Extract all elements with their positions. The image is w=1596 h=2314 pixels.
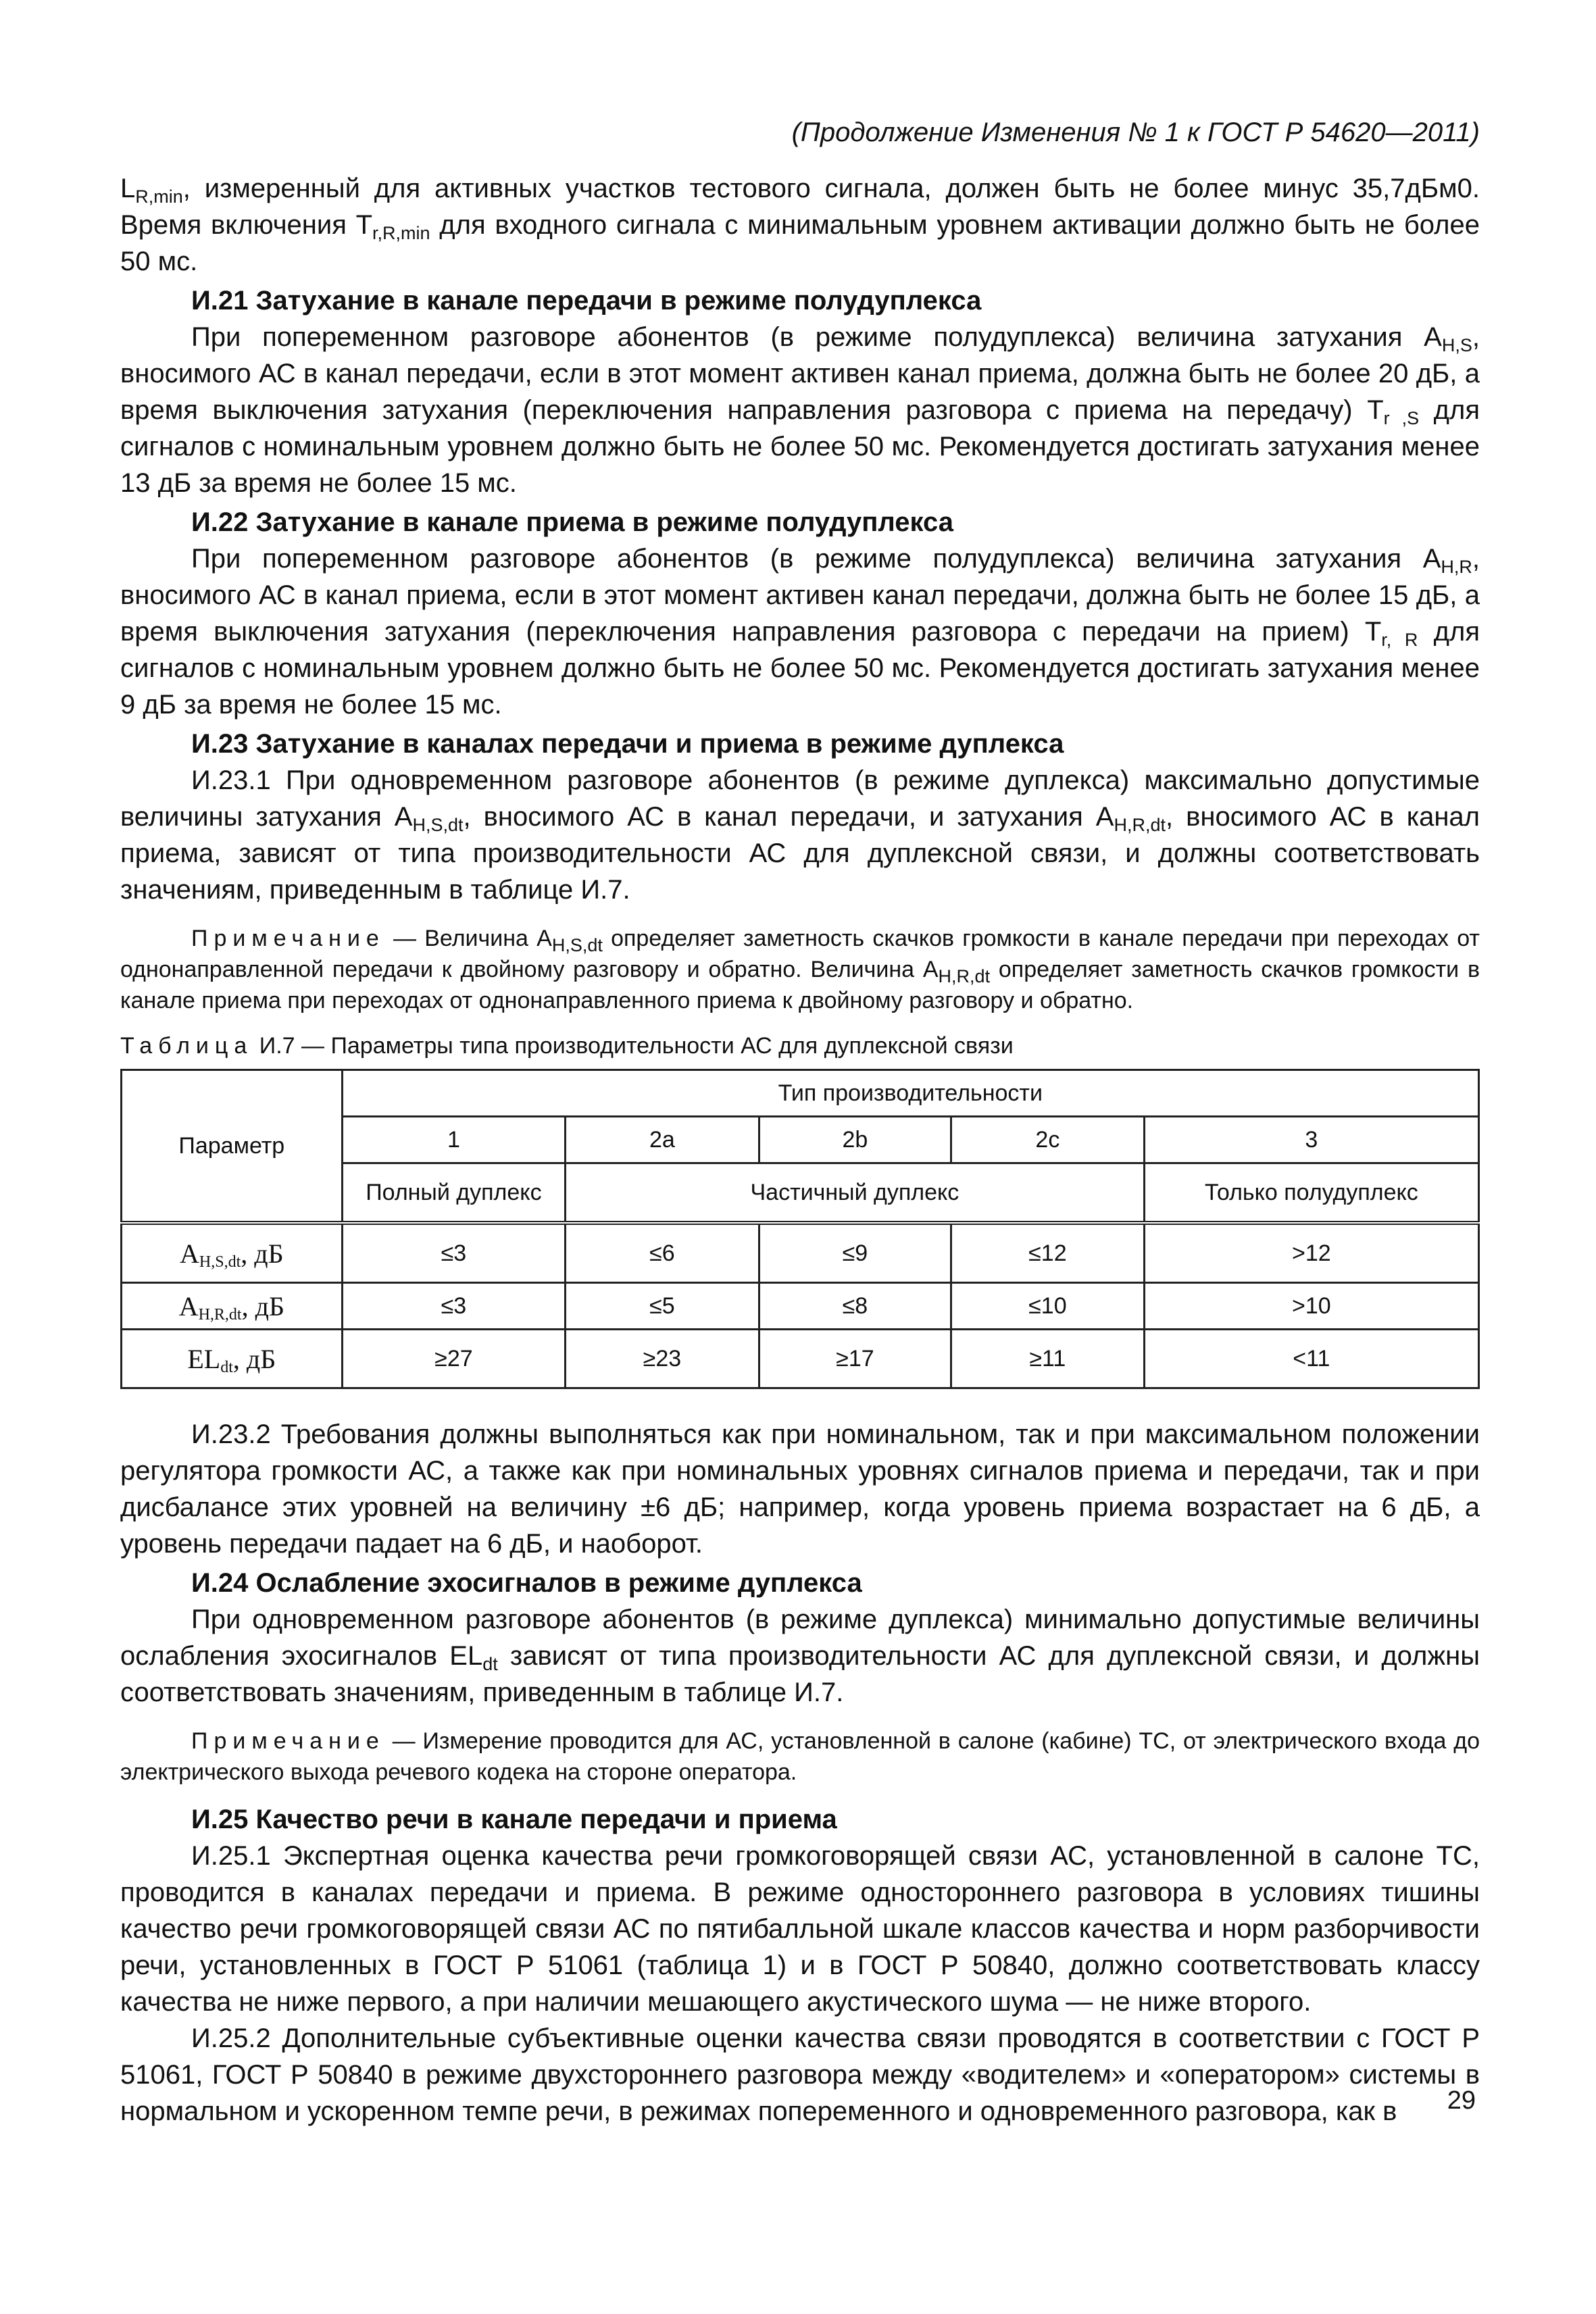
value-cell: <11 (1144, 1330, 1478, 1388)
value-cell: ≤12 (951, 1223, 1144, 1283)
group-cell: Полный дуплекс (342, 1163, 566, 1224)
value-cell: ≤9 (759, 1223, 951, 1283)
value-cell: ≥17 (759, 1330, 951, 1388)
type-cell: 3 (1144, 1117, 1478, 1163)
paragraph-i23-2: И.23.2 Требования должны выполняться как при номинальном, так и при максимальном положении регулятора громкости АС, а также как при номинальных уровнях сигналов приема и передачи, так и при дисбалансе этих уровней на величину ±6 дБ; например, когда уровень приема возрастает на 6 дБ, а уровень передачи падает на 6 дБ, и наоборот. (120, 1419, 1480, 1559)
value-cell: ≥11 (951, 1330, 1144, 1388)
value-cell: ≤3 (342, 1223, 566, 1283)
page-number: 29 (1447, 2086, 1476, 2115)
value-cell: ≤8 (759, 1283, 951, 1330)
group-cell: Частичный дуплекс (566, 1163, 1144, 1224)
note-i23: Примечание — Величина $A_{H,S,dt}$ определяет заметность скачков громкости в канале передачи при переходах от однонаправленной передачи к двойному разговору и обратно. Величина $A_{H,R,dt}$ определяет заметность скачков громкости в канале приема при переходах от однонаправленного приема к двойному разговору и обратно. (120, 926, 1480, 1013)
value-cell: >10 (1144, 1283, 1478, 1330)
table-row (122, 1283, 1479, 1330)
table-caption: Таблица И.7 — Параметры типа производительности АС для дуплексной связи (120, 1033, 1014, 1059)
paragraph-i23-1: И.23.1 При одновременном разговоре абонентов (в режиме дуплекса) максимально допустимые величины затухания $A_{H,S,dt}$, вносимого АС в канал передачи, и затухания $A_{H,R,dt}$, вносимого АС в канал приема, зависят от типа производительности АС для дуплексной связи, и должны соответствовать значениям, приведенным в таблице И.7. (120, 765, 1480, 905)
paragraph-lrmin: $L_{R,min}$, измеренный для активных участков тестового сигнала, должен быть не более минус 35,7дБм0. Время включения $T_{r,R,min}$ для входного сигнала с минимальным уровнем активации должно быть не более 50 мс. (120, 174, 1480, 276)
param-name-cell: $A_{H,S,dt}$, дБ (122, 1223, 343, 1283)
table-header-row (122, 1070, 1479, 1117)
section-heading-i24: И.24 Ослабление эхосигналов в режиме дуплекса (191, 1568, 862, 1598)
paragraph-i22: При попеременном разговоре абонентов (в режиме полудуплекса) величина затухания $A_{H,R}$, вносимого АС в канал приема, если в этот момент активен канал передачи, должна быть не более 15 дБ, а время выключения затухания (переключения направления разговора с передачи на прием) $T_{r, R}$ для сигналов с номинальным уровнем должно быть не более 50 мс. Рекомендуется достигать затухания менее 9 дБ за время не более 15 мс. (120, 544, 1480, 720)
note-i24: Примечание — Измерение проводится для АС, установленной в салоне (кабине) ТС, от электрического входа до электрического выхода речевого кодека на стороне оператора. (120, 1728, 1480, 1785)
param-name-cell: $EL_{dt}$, дБ (122, 1330, 343, 1388)
section-heading-i25: И.25 Качество речи в канале передачи и приема (191, 1805, 837, 1834)
value-cell: ≤6 (566, 1223, 759, 1283)
group-cell: Только полудуплекс (1144, 1163, 1478, 1224)
value-cell: ≤3 (342, 1283, 566, 1330)
type-cell: 2c (951, 1117, 1144, 1163)
paragraph-i25-2: И.25.2 Дополнительные субъективные оценки качества связи проводятся в соответствии с ГОСТ Р 51061, ГОСТ Р 50840 в режиме двухстороннего разговора между «водителем» и «оператором» системы в нормальном и ускоренном темпе речи, в режимах попеременного и одновременного разговора, как в (120, 2023, 1480, 2126)
section-heading-i21: И.21 Затухание в канале передачи в режиме полудуплекса (191, 286, 982, 316)
value-cell: ≥27 (342, 1330, 566, 1388)
value-cell: ≤5 (566, 1283, 759, 1330)
running-header: (Продолжение Изменения № 1 к ГОСТ Р 54620—2011) (791, 118, 1480, 147)
param-name-cell: $A_{H,R,dt}$, дБ (122, 1283, 343, 1330)
paragraph-i25-1: И.25.1 Экспертная оценка качества речи громкоговорящей связи АС, установленной в салоне ТС, проводится в каналах передачи и приема. В режиме одностороннего разговора в условиях тишины качество речи громкоговорящей связи АС по пятибалльной шкале классов качества и норм разборчивости речи, установленных в ГОСТ Р 51061 (таблица 1) и в ГОСТ Р 50840, должно соответствовать классу качества не ниже первого, а при наличии мешающего акустического шума — не ниже второго. (120, 1841, 1480, 2017)
value-cell: >12 (1144, 1223, 1478, 1283)
page-content (120, 115, 1480, 2130)
type-cell: 1 (342, 1117, 566, 1163)
table-row (122, 1330, 1479, 1388)
section-heading-i22: И.22 Затухание в канале приема в режиме полудуплекса (191, 507, 954, 537)
paragraph-i24: При одновременном разговоре абонентов (в режиме дуплекса) минимально допустимые величины ослабления эхосигналов $EL_{dt}$ зависят от типа производительности АС для дуплексной связи, и должны соответствовать значениям, приведенным в таблице И.7. (120, 1605, 1480, 1707)
section-heading-i23: И.23 Затухание в каналах передачи и приема в режиме дуплекса (191, 729, 1064, 759)
performance-type-table (120, 1069, 1480, 1389)
param-header-cell: Параметр (122, 1070, 343, 1224)
value-cell: ≥23 (566, 1330, 759, 1388)
type-header-cell: Тип производительности (342, 1070, 1478, 1117)
type-cell: 2a (566, 1117, 759, 1163)
table-row (122, 1223, 1479, 1283)
value-cell: ≤10 (951, 1283, 1144, 1330)
paragraph-i21: При попеременном разговоре абонентов (в режиме полудуплекса) величина затухания $A_{H,S}$, вносимого АС в канал передачи, если в этот момент активен канал приема, должна быть не более 20 дБ, а время выключения затухания (переключения направления разговора с приема на передачу) $T_{r ,S}$ для сигналов с номинальным уровнем должно быть не более 50 мс. Рекомендуется достигать затухания менее 13 дБ за время не более 15 мс. (120, 322, 1480, 498)
type-cell: 2b (759, 1117, 951, 1163)
